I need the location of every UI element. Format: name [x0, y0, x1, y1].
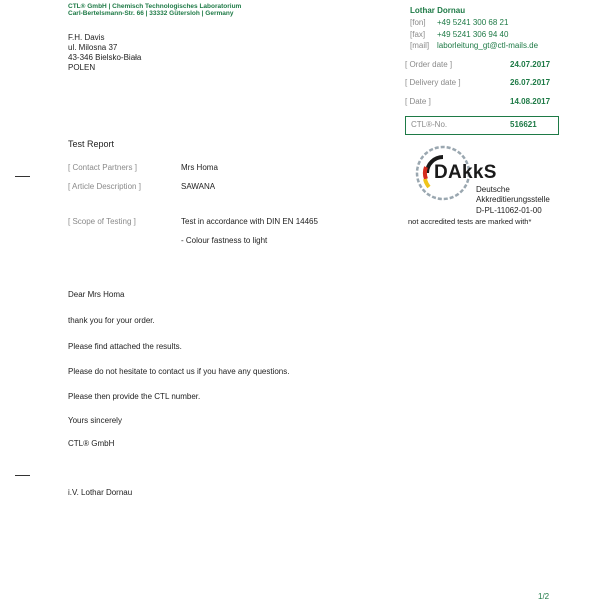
letter-paragraph-2: Please find attached the results.: [68, 342, 182, 351]
page-number: 1/2: [538, 592, 550, 601]
scope-label: [ Scope of Testing ]: [68, 217, 136, 226]
delivery-date-value: 26.07.2017: [510, 78, 551, 87]
recipient-city: 43-346 Bielsko-Biała: [68, 53, 142, 62]
fax-number: +49 5241 306 94 40: [437, 30, 509, 39]
letter-paragraph-3: Please do not hesitate to contact us if you have any questions.: [68, 367, 290, 376]
ctl-number-value: 516621: [510, 120, 537, 129]
scope-value-2: - Colour fastness to light: [181, 236, 268, 245]
fax-label: [fax]: [410, 30, 426, 39]
mail-label: [mail]: [410, 41, 430, 50]
contact-partners-value: Mrs Homa: [181, 163, 218, 172]
company-line-2: Carl-Bertelsmann-Str. 66 | 33332 Gütersloh | Germany: [68, 10, 234, 17]
date-value: 14.08.2017: [510, 97, 551, 106]
accreditation-note: not accredited tests are marked with*: [408, 217, 532, 226]
signatory: i.V. Lothar Dornau: [68, 488, 133, 497]
letter-paragraph-4: Please then provide the CTL number.: [68, 392, 201, 401]
fon-label: [fon]: [410, 18, 426, 27]
date-label: [ Date ]: [405, 97, 431, 106]
delivery-date-label: [ Delivery date ]: [405, 78, 461, 87]
article-description-value: SAWANA: [181, 182, 216, 191]
mail-address[interactable]: laborleitung_gt@ctl-mails.de: [437, 41, 539, 50]
order-date-value: 24.07.2017: [510, 60, 551, 69]
dakks-logo-text: DAkkS: [434, 162, 497, 183]
letter-closing: Yours sincerely: [68, 416, 122, 425]
dakks-code: D-PL-11062-01-00: [476, 206, 542, 215]
fold-mark-top: [15, 176, 30, 177]
report-title: Test Report: [68, 139, 115, 149]
dakks-line-2: Akkreditierungsstelle: [476, 195, 550, 204]
scope-value-1: Test in accordance with DIN EN 14465: [181, 217, 318, 226]
order-date-label: [ Order date ]: [405, 60, 453, 69]
fold-mark-bottom: [15, 475, 30, 476]
recipient-name: F.H. Davis: [68, 33, 105, 42]
contact-partners-label: [ Contact Partners ]: [68, 163, 137, 172]
letter-paragraph-1: thank you for your order.: [68, 316, 155, 325]
salutation: Dear Mrs Homa: [68, 290, 125, 299]
contact-person: Lothar Dornau: [410, 6, 466, 15]
dakks-line-1: Deutsche: [476, 185, 510, 194]
recipient-street: ul. Milosna 37: [68, 43, 118, 52]
letter-company: CTL® GmbH: [68, 439, 115, 448]
recipient-country: POLEN: [68, 63, 96, 72]
article-description-label: [ Article Description ]: [68, 182, 141, 191]
fon-number: +49 5241 300 68 21: [437, 18, 509, 27]
ctl-number-label: CTL®-No.: [411, 120, 448, 129]
company-line-1: CTL® GmbH | Chemisch Technologisches Laboratorium: [68, 3, 242, 10]
